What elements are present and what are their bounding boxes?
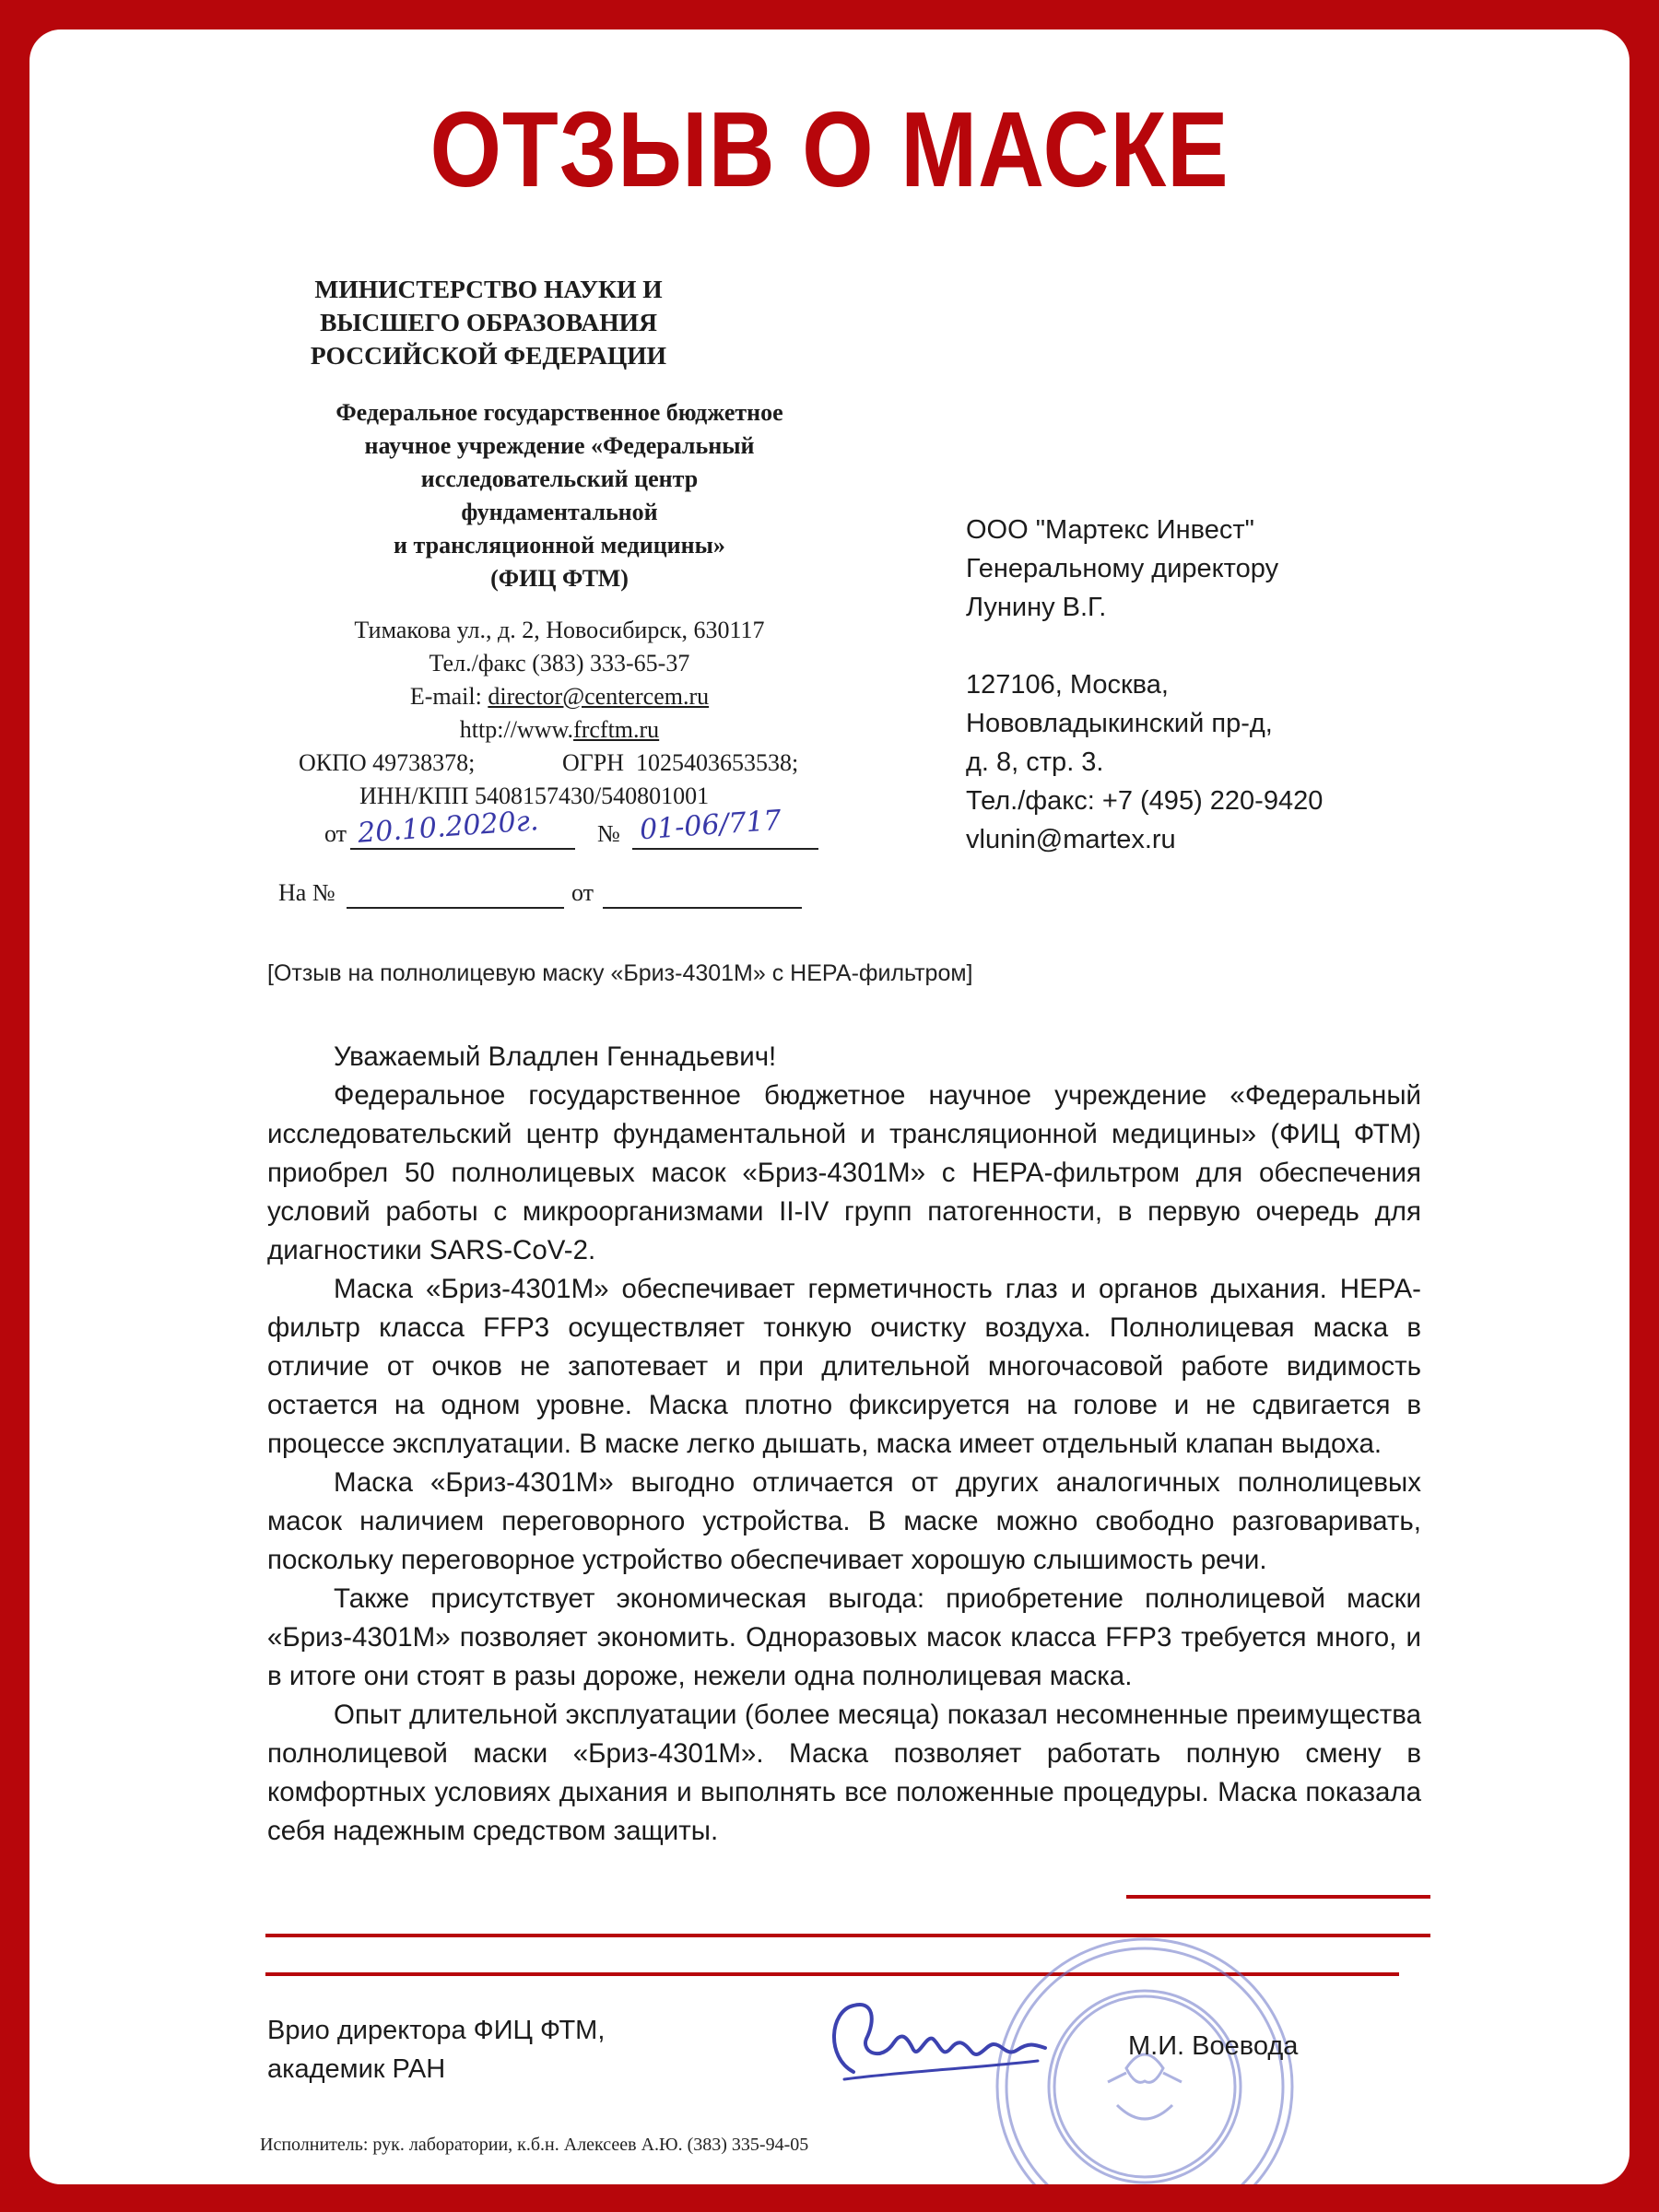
addressee-block xyxy=(966,511,1482,859)
signer-name: М.И. Воевода xyxy=(1128,2031,1299,2061)
institution-line: исследовательский центр xyxy=(420,465,699,492)
date-line xyxy=(350,848,575,850)
ministry-header xyxy=(278,273,699,372)
addressee-phone: Тел./факс: +7 (495) 220-9420 xyxy=(966,786,1324,816)
letter-body xyxy=(267,1038,1421,1851)
ministry-line: РОССИЙСКОЙ ФЕДЕРАЦИИ xyxy=(310,341,667,370)
institution-line: Федеральное государственное бюджетное xyxy=(335,399,783,426)
paragraph: Маска «Бриз-4301М» обеспечивает герметичность глаз и органов дыхания. НЕРА-фильтр класса FFP3 осуществляет тонкую очистку воздуха. Полнолицевая маска в отличие от очков не запотевает и при длительной многочасовой работе видимость остается на одном уровне. Маска плотно фиксируется на голове и не сдвигается в процессе эксплуатации. В маске легко дышать, маска имеет отдельный клапан выдоха. xyxy=(267,1274,1421,1459)
ref-number-line xyxy=(347,907,564,909)
number-label: № xyxy=(597,820,620,847)
letter-subject: [Отзыв на полнолицевую маску «Бриз-4301М» с НЕРА-фильтром] xyxy=(267,960,973,986)
handwritten-date: 20.10.2020г. xyxy=(357,805,540,850)
addressee-line: ООО "Мартекс Инвест" xyxy=(966,515,1254,545)
letter-sheet xyxy=(29,29,1630,2184)
addressee-email[interactable]: vlunin@martex.ru xyxy=(966,825,1176,854)
addressee-line: Лунину В.Г. xyxy=(966,593,1107,622)
signer-position-line: академик РАН xyxy=(267,2054,446,2084)
addressee-line: Генеральному директору xyxy=(966,554,1279,583)
addressee-address-line: Нововладыкинский пр-д, xyxy=(966,709,1273,738)
addressee-address-line: д. 8, стр. 3. xyxy=(966,747,1104,777)
institution-line: и трансляционной медицины» xyxy=(394,532,725,559)
greeting: Уважаемый Владлен Геннадьевич! xyxy=(334,1041,777,1072)
outgoing-number-row xyxy=(297,804,887,853)
sender-email-line: E-mail: director@centercem.ru xyxy=(409,683,710,710)
number-line xyxy=(632,848,818,850)
ref-from-label: от xyxy=(571,879,594,906)
institution-line: фундаментальной xyxy=(461,499,658,525)
paragraph: Также присутствует экономическая выгода: приобретение полнолицевой маски «Бриз-4301М» позволяет экономить. Одноразовых масок класса FFP3 требуется много, и в итоге они стоят в разы дороже, нежели одна полнолицевая маска. xyxy=(267,1583,1421,1691)
sender-web-link[interactable]: frcftm.ru xyxy=(573,716,660,743)
sender-email-link[interactable]: director@centercem.ru xyxy=(488,683,710,710)
ref-number-label: На № xyxy=(278,879,335,906)
addressee-address-line: 127106, Москва, xyxy=(966,670,1169,700)
highlight-underline xyxy=(1126,1895,1430,1899)
ref-date-line xyxy=(603,907,802,909)
signer-position-line: Врио директора ФИЦ ФТМ, xyxy=(267,2016,606,2045)
executor-note: Исполнитель: рук. лаборатории, к.б.н. Алексеев А.Ю. (383) 335-94-05 xyxy=(260,2135,809,2155)
institution-name xyxy=(267,396,852,595)
sender-address: Тимакова ул., д. 2, Новосибирск, 630117 xyxy=(354,617,765,643)
handwritten-number: 01-06/717 xyxy=(638,804,782,847)
sender-contacts xyxy=(267,614,852,747)
paragraph-highlighted: Опыт длительной эксплуатации (более месяца) показал несомненные преимущества полнолицевой маски «Бриз-4301М». Маска позволяет работать полную смену в комфортных условиях дыхания и выполнять все положенные процедуры. Маска показала себя надежным средством защиты. xyxy=(267,1700,1421,1846)
ogrn: ОГРН 1025403653538; xyxy=(562,749,799,776)
paragraph: Федеральное государственное бюджетное научное учреждение «Федеральный исследовательский центр фундаментальной и трансляционной медицины» (ФИЦ ФТМ) приобрел 50 полнолицевых масок «Бриз-4301М» с НЕРА-фильтром для обеспечения условий работы с микроорганизмами II-IV групп патогенности, в первую очередь для диагностики SARS-CoV-2. xyxy=(267,1080,1421,1265)
banner-title: ОТЗЫВ О МАСКЕ xyxy=(429,89,1230,209)
reference-number-row xyxy=(278,876,868,912)
signer-position xyxy=(267,2011,605,2088)
from-label: от xyxy=(324,820,347,847)
sender-phone: Тел./факс (383) 333-65-37 xyxy=(429,650,690,677)
institution-line: научное учреждение «Федеральный xyxy=(364,432,755,459)
paragraph: Маска «Бриз-4301М» выгодно отличается от других аналогичных полнолицевых масок наличием переговорного устройства. В маске можно свободно разговаривать, поскольку переговорное устройство обеспечивает хорошую слышимость речи. xyxy=(267,1467,1421,1575)
okpo: ОКПО 49738378; xyxy=(299,749,476,776)
ministry-line: ВЫСШЕГО ОБРАЗОВАНИЯ xyxy=(320,308,657,336)
sender-web-line: http://www.frcftm.ru xyxy=(459,716,660,743)
handwritten-signature xyxy=(817,1983,1112,2094)
ministry-line: МИНИСТЕРСТВО НАУКИ И xyxy=(314,275,663,303)
inn-kpp: ИНН/КПП 5408157430/540801001 xyxy=(359,782,710,809)
institution-line: (ФИЦ ФТМ) xyxy=(490,565,629,592)
